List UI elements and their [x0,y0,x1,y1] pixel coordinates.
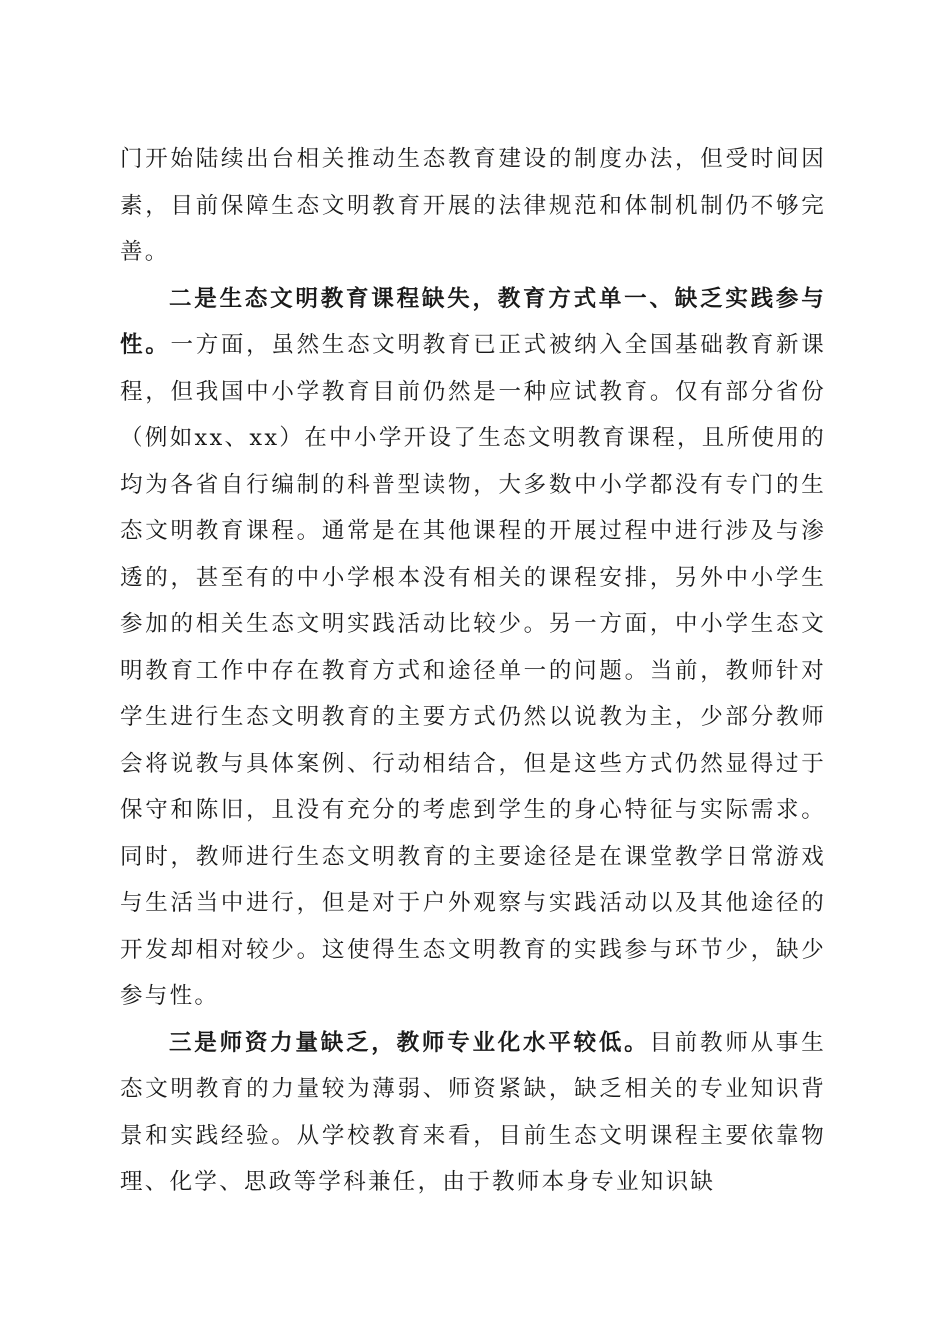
paragraph-point-two [120,276,826,1020]
paragraph-continued [120,136,826,276]
document-body [120,136,826,1206]
paragraph-lead-heading: 三是师资力量缺乏，教师专业化水平较低。 [169,1029,650,1056]
paragraph-text: 一方面，虽然生态文明教育已正式被纳入全国基础教育新课程，但我国中小学教育目前仍然是一种应试教育。仅有部分省份（例如xx、xx）在中小学开设了生态文明教育课程，且所使用的均为各省自行编制的科普型读物，大多数中小学都没有专门的生态文明教育课程。通常是在其他课程的开展过程中进行涉及与渗透的，甚至有的中小学根本没有相关的课程安排，另外中小学生参加的相关生态文明实践活动比较少。另一方面，中小学生态文明教育工作中存在教育方式和途径单一的问题。当前，教师针对学生进行生态文明教育的主要方式仍然以说教为主，少部分教师会将说教与具体案例、行动相结合，但是这些方式仍然显得过于保守和陈旧，且没有充分的考虑到学生的身心特征与实际需求。同时，教师进行生态文明教育的主要途径是在课堂教学日常游戏与生活当中进行，但是对于户外观察与实践活动以及其他途径的开发却相对较少。这使得生态文明教育的实践参与环节少，缺少参与性。 [120,332,826,1009]
paragraph-point-three [120,1020,826,1206]
paragraph-text: 门开始陆续出台相关推动生态教育建设的制度办法，但受时间因素，目前保障生态文明教育开展的法律规范和体制机制仍不够完善。 [120,146,826,265]
paragraph-lead-heading: 二是生态文明教育课程缺失，教育方式单一、缺乏实践参与性。 [120,285,826,358]
paragraph-text: 目前教师从事生态文明教育的力量较为薄弱、师资紧缺，缺乏相关的专业知识背景和实践经验。从学校教育来看，目前生态文明课程主要依靠物理、化学、思政等学科兼任，由于教师本身专业知识缺 [120,1029,826,1195]
